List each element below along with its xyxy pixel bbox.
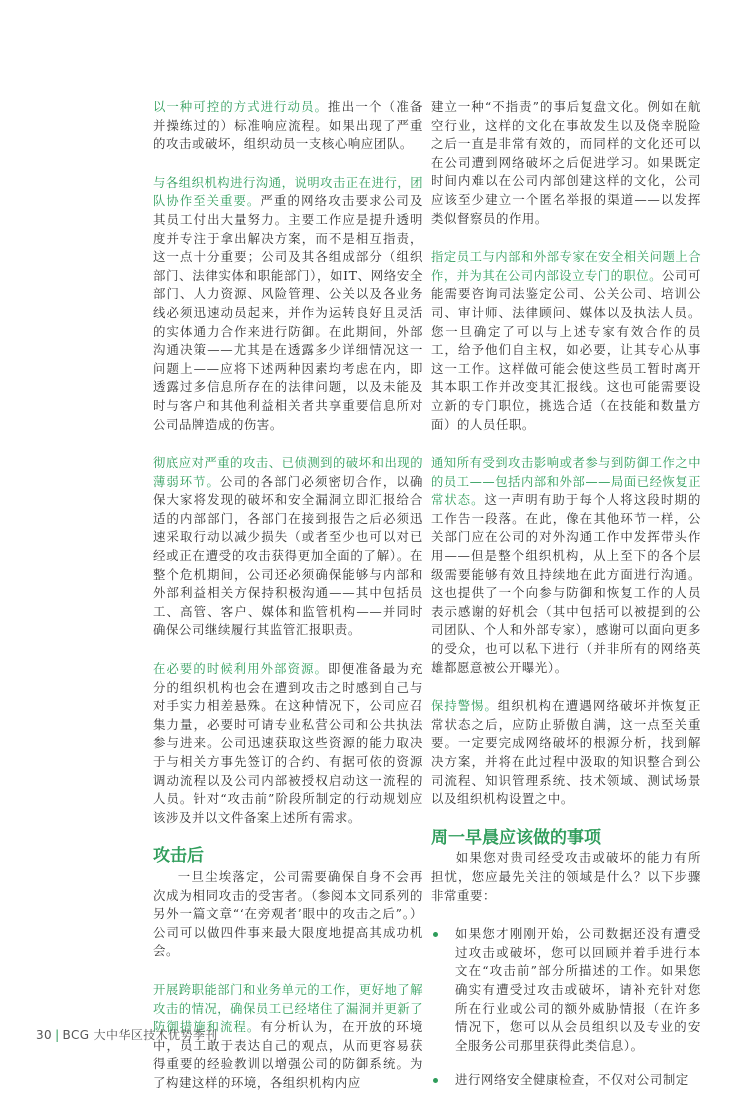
paragraph [431,98,701,228]
paragraph-lead: 与各组织机构进行沟通，说明攻击正在进行，团队协作至关重要。 [153,175,423,209]
paragraph-body: 有分析认为，在开放的环境中，员工敢于表达自己的观点，从而更容易获得重要的经验教训以增强公司的防御系统。为了构建这样的环境，各组织机构内应 [153,1019,423,1090]
paragraph [153,868,423,961]
paragraph [153,454,423,640]
bullet-item [431,1071,701,1090]
paragraph [431,697,701,809]
section-heading-monday-morning: 周一早晨应该做的事项 [431,827,601,848]
paragraph-body: 推出一个（准备并操练过的）标准响应流程。如果出现了严重的攻击或破坏，组织动员一支核心响应团队。 [153,99,423,152]
paragraph-body: 建立一种“不指责”的事后复盘文化。例如在航空行业，这样的文化在事故发生以及侥幸脱险之后一直是非常有效的，而同样的文化还可以在公司遭到网络破坏之后促进学习。如果既定时间内难以在公司内部创建这样的文化，公司应该至少建立一个匿名举报的渠道——以发挥类似督察员的作用。 [431,99,701,226]
paragraph [153,660,423,827]
bullet-text: 进行网络安全健康检查，不仅对公司制定 [455,1072,689,1088]
page-footer [36,1026,218,1043]
paragraph-lead: 通知所有受到攻击影响或者参与到防御工作之中的员工——包括内部和外部——局面已经恢复正常状态。 [431,456,701,508]
footer-separator: | [55,1028,60,1042]
paragraph-lead: 在必要的时候利用外部资源。 [153,662,329,677]
paragraph-lead: 以一种可控的方式进行动员。 [153,100,329,114]
paragraph [431,454,701,677]
paragraph-body: 严重的网络攻击要求公司及其员工付出大量努力。主要工作应是提升透明度并专注于拿出解决方案，而不是相互指责，这一点十分重要；公司及其各组成部分（组织部门、法律实体和职能部门），如IT、网络安全部门、人力资源、风险管理、公关以及各业务线必须迅速动员起来，并作为运转良好且灵活的实体通力合作来进行防御。在此期间，外部沟通决策——尤其是在透露多少详细情况这一问题上——应将下述两种因素均考虑在内，即透露过多信息所存在的法律问题，以及未能及时与客户和其他利益相关者共享重要信息所对公司品牌造成的伤害。 [153,193,423,432]
paragraph-body: 这一声明有助于每个人将这段时期的工作告一段落。在此，像在其他环节一样，公关部门应在公司的对外沟通工作中发挥带头作用——但是整个组织机构，从上至下的各个层级需要能够有效且持续地在此方面进行沟通。这也提供了一个向参与防御和恢复工作的人员表示感谢的好机会（其中包括可以被提到的公司团队、个人和外部专家），感谢可以面向更多的受众，也可以私下进行（并非所有的网络英雄都愿意被公开曝光）。 [431,492,701,675]
paragraph-body: 公司的各部门必须密切合作，以确保大家将发现的破坏和安全漏洞立即汇报给合适的内部部门，各部门在接到报告之后必须迅速采取行动以减少损失（或者至少也可以对已经或正在遭受的攻击获得更加全面的了解）。在整个危机期间，公司还必须确保能够与内部和外部利益相关方保持积极沟通——其中包括员工、高管、客户、媒体和监管机构——并同时确保公司继续履行其监管汇报职责。 [153,473,423,638]
publication-title: BCG 大中华区技术优势季刊 [62,1028,218,1042]
page-number: 30 [36,1028,53,1042]
paragraph [431,248,701,434]
paragraph-body: 组织机构在遭遇网络破坏并恢复正常状态之后，应防止骄傲自满，这一点至关重要。一定要完成网络破坏的根源分析，找到解决方案，并将在此过程中汲取的知识整合到公司流程、知识管理系统、技术领域、测试场景以及组织机构设置之中。 [431,698,701,807]
paragraph-body: 公司可能需要咨询司法鉴定公司、公关公司、培训公司、审计师、法律顾问、媒体以及执法人员。您一旦确定了可以与上述专家有效合作的员工，给予他们自主权，如必要，让其专心从事这一工作。这样做可能会使这些员工暂时离开其本职工作并改变其汇报线。这也可能需要设立新的专门职位，挑选合适（在技能和数量方面）的人员任职。 [431,267,701,432]
paragraph [153,174,423,434]
paragraph [431,849,701,905]
paragraph-lead: 彻底应对严重的攻击、已侦测到的破坏和出现的薄弱环节。 [153,456,423,489]
paragraph-body: 一旦尘埃落定，公司需要确保自身不会再次成为相同攻击的受害者。（参阅本文同系列的另外一篇文章“‘在旁观者’眼中的攻击之后”。）公司可以做四件事来最大限度地提高其成功机会。 [153,868,423,959]
bullet-item [431,925,701,1055]
bullet-text: 如果您才刚刚开始，公司数据还没有遭受过攻击或破坏，您可以回顾并着手进行本文在“攻击前”部分所描述的工作。如果您确实有遭受过攻击或破坏，请补充针对您所在行业或公司的额外威胁情报（在许多情况下，您可以从会员组织以及专业的安全服务公司那里获得此类信息）。 [455,926,701,1053]
paragraph-lead: 指定员工与内部和外部专家在安全相关问题上合作，并为其在公司内部设立专门的职位。 [431,250,701,283]
paragraph-lead: 保持警惕。 [431,699,498,714]
bullet-list [431,925,701,1090]
left-column [153,98,423,1113]
paragraph-body: 即便准备最为充分的组织机构也会在遭到攻击之时感到自己与对手实力相差悬殊。在这种情况下，公司应召集力量，必要时可请专业私营公司和公共执法参与进来。公司迅速获取这些资源的能力取决于与相关方事先签订的合约、有据可依的资源调动流程以及公司内部被授权启动这一流程的人员。针对“攻击前”阶段所制定的行动规划应该涉及并以文件备案上述所有需求。 [153,661,423,825]
paragraph [153,98,423,154]
paragraph-body: 如果您对贵司经受攻击或破坏的能力有所担忧，您应最先关注的领域是什么？以下步骤非常重要： [431,850,701,903]
right-column [431,98,701,1106]
paragraph-lead: 开展跨职能部门和业务单元的工作，更好地了解攻击的情况，确保员工已经堵住了漏洞并更新了防御措施和流程。 [153,982,423,1035]
section-heading-after-attack: 攻击后 [153,846,204,867]
bullet-dot-icon [433,932,438,937]
bullet-dot-icon [433,1078,438,1083]
